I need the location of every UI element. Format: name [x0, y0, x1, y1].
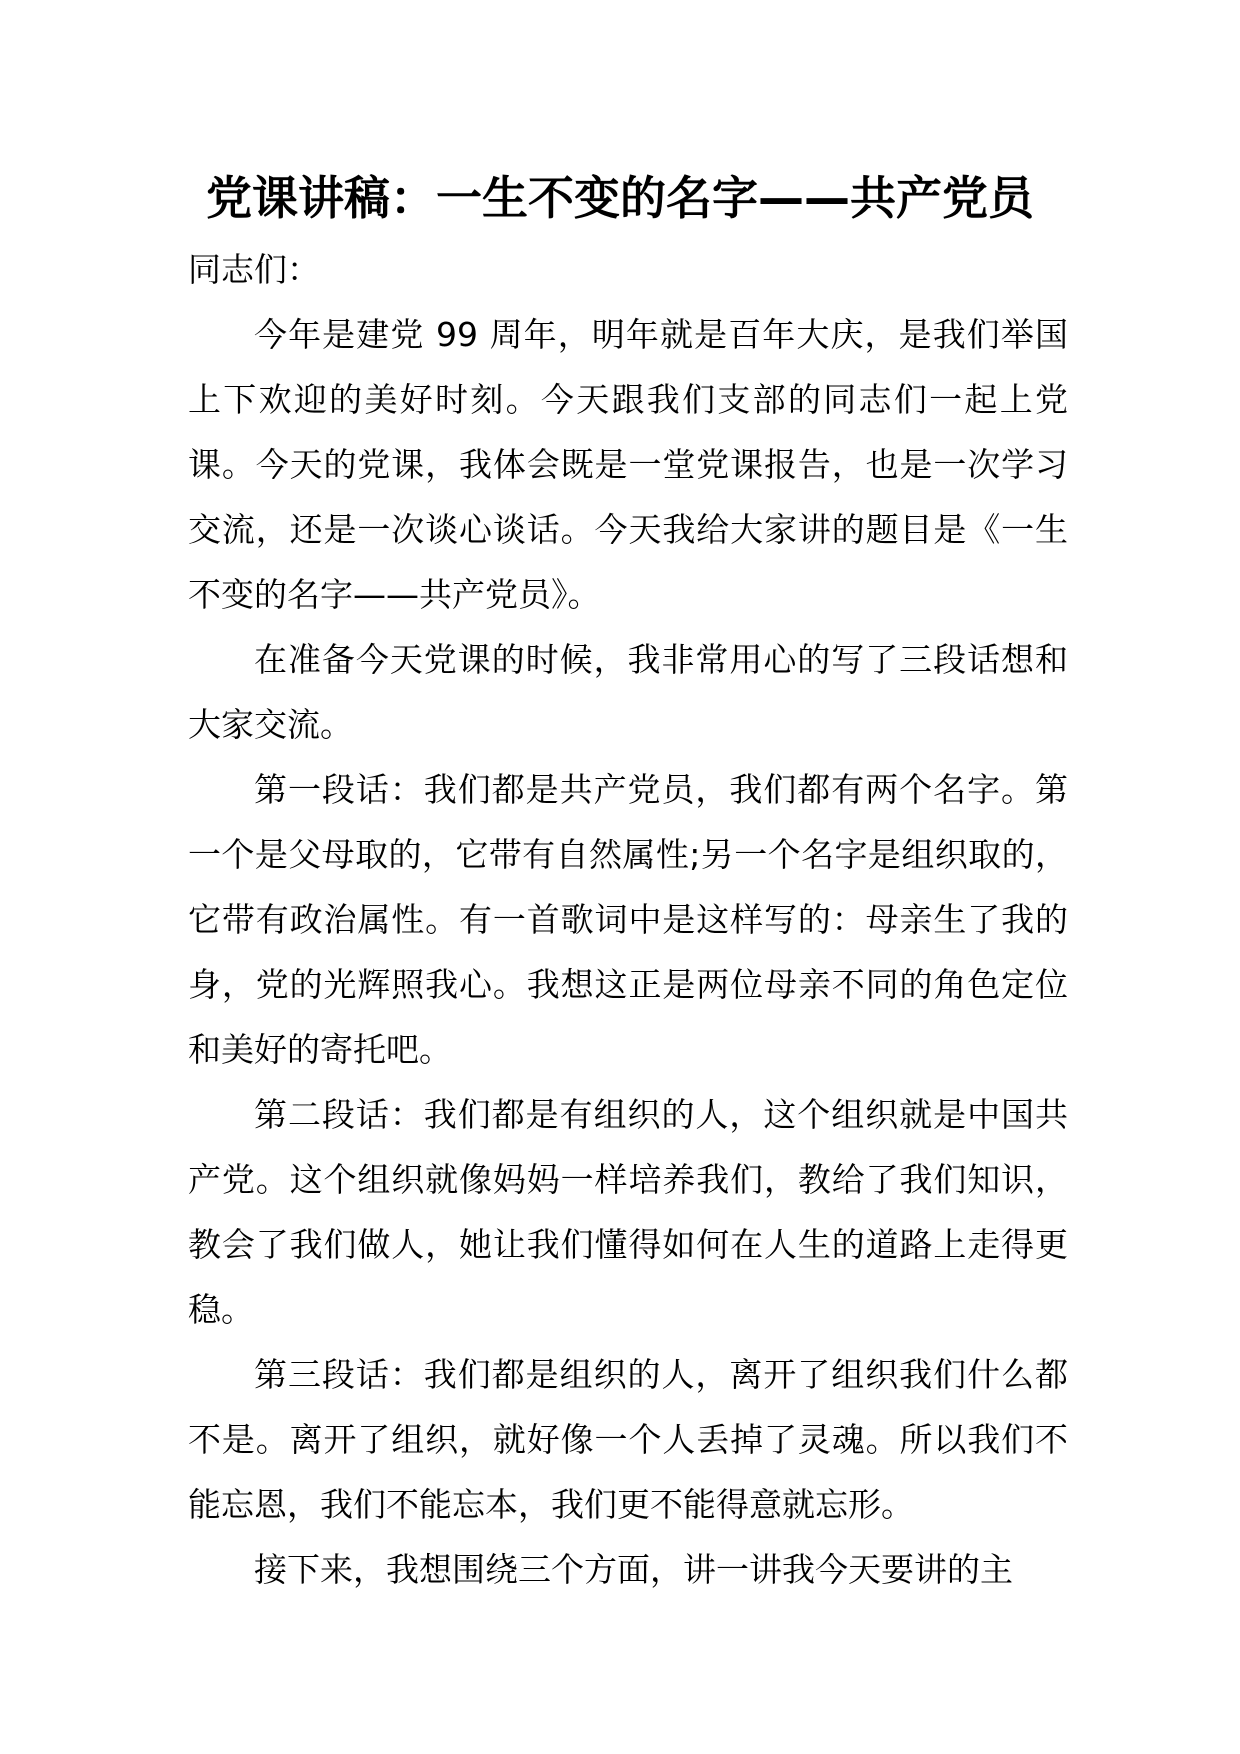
paragraph-6: 接下来，我想围绕三个方面，讲一讲我今天要讲的主	[254, 1550, 1013, 1589]
paragraph-2: 在准备今天党课的时候，我非常用心的写了三段话想和大家交流。	[188, 640, 1068, 744]
salutation: 同志们：	[188, 250, 320, 289]
paragraph-4: 第二段话：我们都是有组织的人，这个组织就是中国共产党。这个组织就像妈妈一样培养我们，教给了我们知识，教会了我们做人，她让我们懂得如何在人生的道路上走得更稳。	[188, 1095, 1068, 1329]
paragraph-3: 第一段话：我们都是共产党员，我们都有两个名字。第一个是父母取的，它带有自然属性;另一个名字是组织取的，它带有政治属性。有一首歌词中是这样写的：母亲生了我的身，党的光辉照我心。我想这正是两位母亲不同的角色定位和美好的寄托吧。	[188, 770, 1068, 1069]
document-body	[188, 237, 1068, 1602]
paragraph-1: 今年是建党 99 周年，明年就是百年大庆，是我们举国上下欢迎的美好时刻。今天跟我们支部的同志们一起上党课。今天的党课，我体会既是一堂党课报告，也是一次学习交流，还是一次谈心谈话。今天我给大家讲的题目是《一生不变的名字——共产党员》。	[188, 315, 1068, 614]
document-title: 党课讲稿：一生不变的名字——共产党员	[206, 171, 1034, 225]
paragraph-5: 第三段话：我们都是组织的人，离开了组织我们什么都不是。离开了组织，就好像一个人丢掉了灵魂。所以我们不能忘恩，我们不能忘本，我们更不能得意就忘形。	[188, 1355, 1068, 1524]
